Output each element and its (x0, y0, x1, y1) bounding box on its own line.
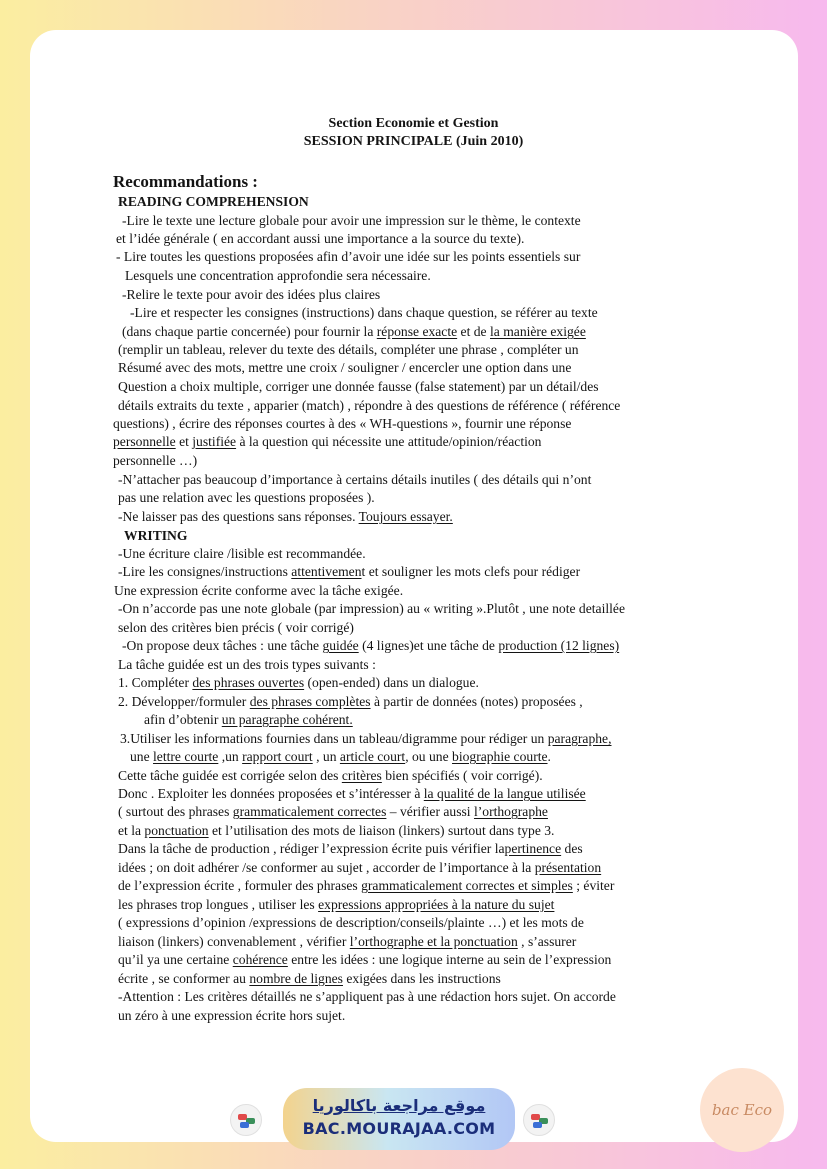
text-span: -Lire et respecter les consignes (instructions) dans chaque question, se référer au texte (130, 305, 598, 320)
text-line (122, 637, 619, 654)
text-line (118, 619, 354, 636)
underlined-phrase: critères (341, 768, 382, 783)
text-span: . (547, 749, 551, 764)
text-span: ,un (218, 749, 243, 764)
site-arabic-name: موقع مراجعة باكالوريا (312, 1096, 486, 1115)
underlined-phrase: des phrases ouvertes (192, 675, 305, 690)
text-span: entre les idées : une logique interne au sein de l’expression (287, 952, 612, 967)
underlined-phrase: l’orthographe (473, 804, 548, 819)
section-heading: Section Economie et Gestion (328, 116, 499, 131)
underlined-phrase: personnelle (113, 434, 176, 449)
text-line (118, 359, 571, 376)
text-span: ( surtout des phrases (118, 804, 233, 819)
text-line (118, 656, 376, 673)
text-line (118, 914, 584, 931)
text-span: un zéro à une expression écrite hors sujet. (118, 1008, 346, 1023)
text-span: idées ; on doit adhérer /se conformer au sujet , accorder de l’importance à la (118, 860, 535, 875)
text-span: et (175, 434, 193, 449)
underlined-phrase: nombre de lignes (249, 971, 343, 986)
session-heading: SESSION PRINCIPALE (Juin 2010) (303, 134, 524, 149)
text-span: ; éviter (572, 878, 615, 893)
text-span: à la question qui nécessite une attitude/opinion/réaction (236, 434, 542, 449)
text-line (130, 748, 551, 765)
text-span: , un (312, 749, 340, 764)
text-span: selon des critères bien précis ( voir corrigé) (118, 620, 354, 635)
text-line (114, 582, 403, 599)
text-line (118, 803, 548, 820)
underlined-phrase: attentivemen (291, 564, 362, 579)
text-span: personnelle …) (113, 453, 198, 468)
text-span: détails extraits du texte , apparier (match) , répondre à des questions de référence ( référence (118, 398, 621, 413)
text-span: – vérifier aussi (386, 804, 474, 819)
text-span: t et souligner les mots clefs pour rédiger (361, 564, 581, 579)
text-span: (4 lignes)et une tâche de (358, 638, 499, 653)
text-line (118, 600, 625, 617)
text-line (118, 877, 614, 894)
text-span: READING COMPREHENSION (118, 194, 309, 209)
text-span: , s’assurer (517, 934, 577, 949)
underlined-phrase: des phrases complètes (249, 694, 371, 709)
text-line (122, 212, 581, 229)
underlined-phrase: article court (339, 749, 406, 764)
underlined-phrase: grammaticalement correctes (232, 804, 387, 819)
underlined-phrase: présentation (534, 860, 602, 875)
underlined-phrase: expressions appropriées à la nature du sujet (318, 897, 555, 912)
text-line (118, 674, 479, 691)
underlined-phrase: paragraphe, (547, 731, 612, 746)
text-line (113, 433, 541, 450)
bac-eco-badge: bac Eco (700, 1068, 784, 1152)
text-line (118, 840, 583, 857)
text-line (118, 988, 616, 1005)
text-span: , ou une (405, 749, 453, 764)
text-span: Question a choix multiple, corriger une donnée fausse (false statement) par un détail/des (118, 379, 599, 394)
text-span: de l’expression écrite , formuler des phrases (118, 878, 362, 893)
text-line (118, 767, 543, 784)
text-span: des (561, 841, 583, 856)
section-subheading (118, 193, 309, 210)
text-span: afin d’obtenir (144, 712, 222, 727)
underlined-phrase: production (12 lignes) (498, 638, 620, 653)
underlined-phrase: la qualité de la langue utilisée (423, 786, 586, 801)
underlined-phrase: cohérence (232, 952, 288, 967)
underlined-phrase: biographie courte (452, 749, 548, 764)
underlined-phrase: guidée (322, 638, 359, 653)
text-span: -Lire les consignes/instructions (118, 564, 292, 579)
text-span: -Lire le texte une lecture globale pour avoir une impression sur le thème, le contexte (122, 213, 581, 228)
text-span: (remplir un tableau, relever du texte des détails, compléter une phrase , compléter un (118, 342, 579, 357)
text-span: (open-ended) dans un dialogue. (304, 675, 479, 690)
underlined-phrase: pertinence (504, 841, 562, 856)
text-line (118, 785, 586, 802)
text-line (125, 267, 431, 284)
text-span: La tâche guidée est un des trois types suivants : (118, 657, 376, 672)
text-span: -N’attacher pas beaucoup d’importance à certains détails inutiles ( des détails qui n’ont (118, 472, 592, 487)
text-span: les phrases trop longues , utiliser les (118, 897, 319, 912)
text-line (113, 415, 571, 432)
text-span: et de (457, 324, 490, 339)
text-line (118, 545, 366, 562)
text-line (118, 822, 554, 839)
text-span: une (130, 749, 154, 764)
text-span: liaison (linkers) convenablement , vérifier (118, 934, 350, 949)
text-line (118, 341, 579, 358)
text-line (118, 471, 591, 488)
text-line (144, 711, 353, 728)
text-span: 1. Compléter (118, 675, 193, 690)
text-span: ( expressions d’opinion /expressions de description/conseils/plainte …) et les mots de (118, 915, 584, 930)
text-span: -Une écriture claire /lisible est recommandée. (118, 546, 366, 561)
left-logo-icon (230, 1104, 262, 1136)
text-span: 3.Utiliser les informations fournies dans un tableau/digramme pour rédiger un (120, 731, 548, 746)
underlined-phrase: ponctuation (144, 823, 209, 838)
underlined-phrase: la manière exigée (490, 324, 586, 339)
site-url[interactable]: BAC.MOURAJAA.COM (302, 1119, 496, 1138)
text-span: -On propose deux tâches : une tâche (122, 638, 323, 653)
underlined-phrase: justifiée (192, 434, 237, 449)
text-span: Une expression écrite conforme avec la tâche exigée. (114, 583, 404, 598)
text-span: écrite , se conformer au (118, 971, 250, 986)
text-span: Cette tâche guidée est corrigée selon des (118, 768, 342, 783)
underlined-phrase: lettre courte (153, 749, 219, 764)
text-span: 2. Développer/formuler (118, 694, 250, 709)
text-line (130, 304, 598, 321)
text-span: Lesquels une concentration approfondie sera nécessaire. (125, 268, 431, 283)
text-line (118, 563, 580, 580)
text-line (120, 730, 612, 747)
text-span: (dans chaque partie concernée) pour fournir la (122, 324, 377, 339)
text-span: exigées dans les instructions (342, 971, 501, 986)
text-line (118, 970, 501, 987)
text-line (118, 896, 554, 913)
text-span: Dans la tâche de production , rédiger l’expression écrite puis vérifier la (118, 841, 505, 856)
text-span: questions) , écrire des réponses courtes à des « WH-questions », fournir une réponse (113, 416, 572, 431)
text-span: et l’idée générale ( en accordant aussi une importance a la source du texte). (116, 231, 525, 246)
underlined-phrase: grammaticalement correctes et simples (361, 878, 573, 893)
text-span: WRITING (124, 528, 188, 543)
text-span: -Attention : Les critères détaillés ne s’appliquent pas à une rédaction hors sujet. On accorde (118, 989, 616, 1004)
text-span: qu’il ya une certaine (118, 952, 233, 967)
text-line (118, 508, 453, 525)
text-span: -Relire le texte pour avoir des idées plus claires (122, 287, 381, 302)
text-line (118, 1007, 345, 1024)
text-line (118, 489, 375, 506)
text-line (116, 248, 580, 265)
underlined-phrase: rapport court (242, 749, 313, 764)
recommendations-title: Recommandations : (113, 172, 258, 191)
right-logo-icon (523, 1104, 555, 1136)
text-line (118, 951, 611, 968)
text-span: -Ne laisser pas des questions sans réponses. (118, 509, 359, 524)
text-line (118, 859, 601, 876)
text-line (118, 933, 576, 950)
underlined-phrase: Toujours essayer. (358, 509, 453, 524)
underlined-phrase: un paragraphe cohérent. (221, 712, 353, 727)
text-span: à partir de données (notes) proposées , (370, 694, 583, 709)
underlined-phrase: réponse exacte (376, 324, 458, 339)
text-span: et l’utilisation des mots de liaison (linkers) surtout dans type 3. (208, 823, 555, 838)
text-line (118, 378, 599, 395)
text-span: -On n’accorde pas une note globale (par impression) au « writing ».Plutôt , une note detaillée (118, 601, 625, 616)
text-line (122, 323, 586, 340)
text-span: Résumé avec des mots, mettre une croix / souligner / encercler une option dans une (118, 360, 572, 375)
text-span: - Lire toutes les questions proposées afin d’avoir une idée sur les points essentiels sur (116, 249, 581, 264)
text-line (118, 693, 583, 710)
section-subheading (124, 527, 187, 544)
text-span: et la (118, 823, 145, 838)
underlined-phrase: l’orthographe et la ponctuation (349, 934, 518, 949)
text-line (118, 397, 620, 414)
text-span: Donc . Exploiter les données proposées et s’intéresser à (118, 786, 424, 801)
text-span: pas une relation avec les questions proposées ). (118, 490, 375, 505)
site-banner[interactable] (283, 1088, 515, 1150)
text-span: bien spécifiés ( voir corrigé). (381, 768, 543, 783)
text-line (122, 286, 380, 303)
text-line (116, 230, 524, 247)
text-line (113, 452, 197, 469)
